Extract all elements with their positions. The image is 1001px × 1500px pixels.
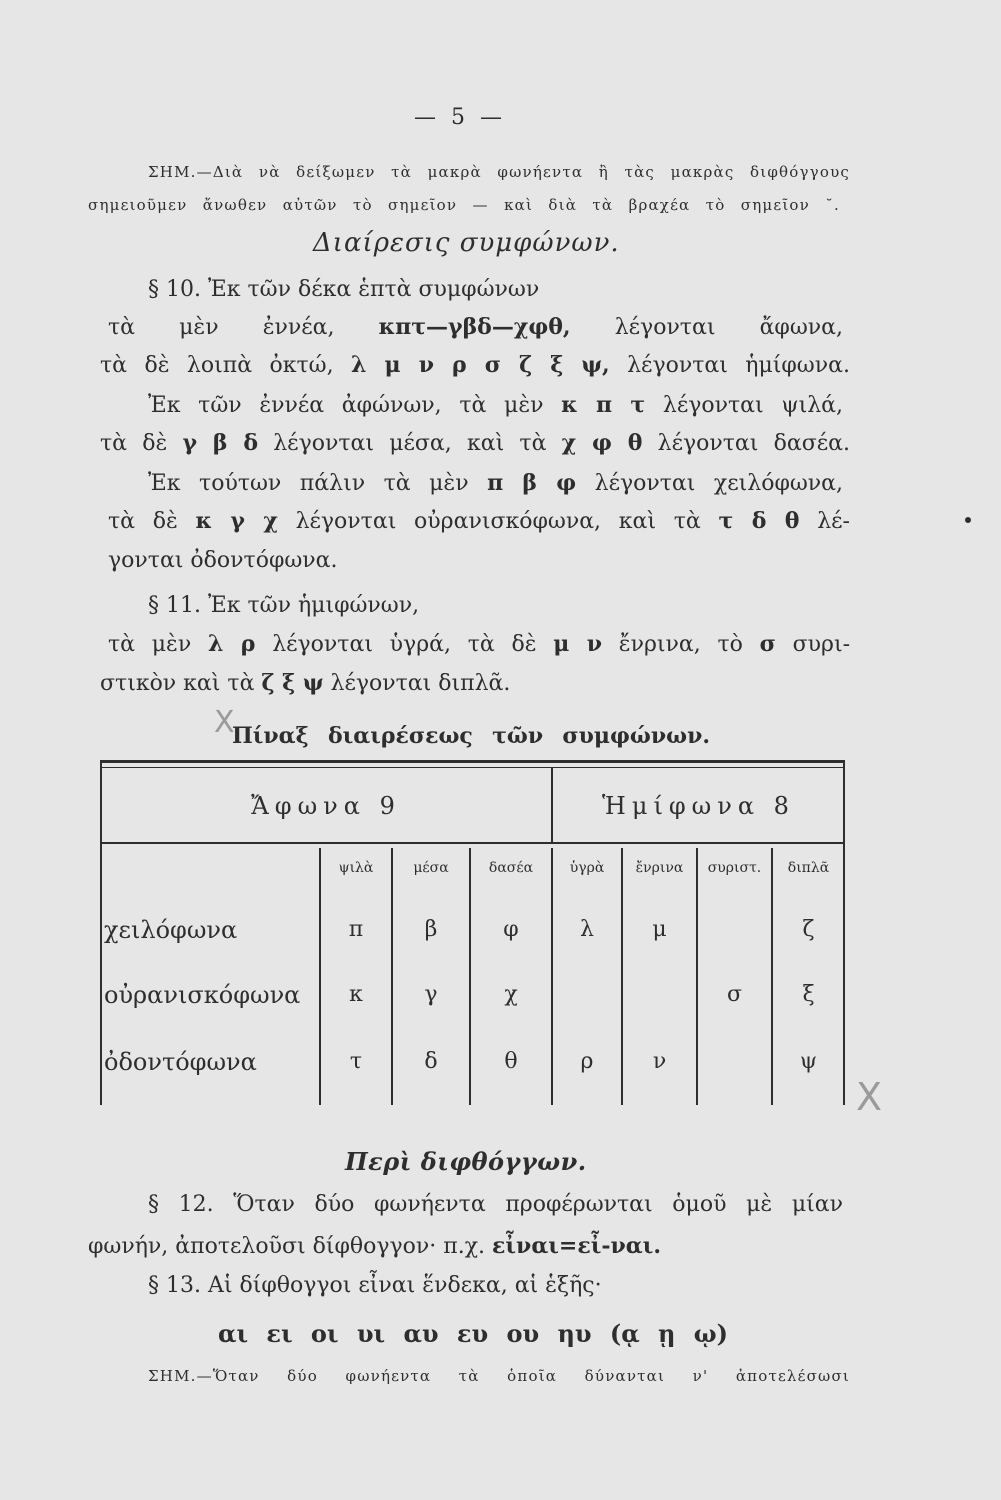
pencil-mark: X xyxy=(214,705,235,740)
text-segment: λέγονται οὐρανισκόφωνα, καὶ τὰ xyxy=(295,509,701,534)
sec11-line-3 xyxy=(100,668,510,698)
table-cell: γ xyxy=(424,982,438,1007)
table-cell: κ xyxy=(349,982,363,1007)
text-segment: λέ- xyxy=(817,509,850,534)
row-label: οὐρανισκόφωνα xyxy=(104,981,301,1009)
sec11-line-1: § 11. Ἐκ τῶν ἡμιφώνων, xyxy=(148,593,420,618)
table-cell: ρ xyxy=(580,1049,594,1074)
diphthong-list: αι ει οι υι αυ ευ ου ηυ (ᾳ ῃ ῳ) xyxy=(218,1319,728,1348)
sec10-line-3 xyxy=(100,350,850,380)
sec10-line-7 xyxy=(108,506,850,536)
table-cell: μ xyxy=(652,917,667,942)
sec12-line-1: § 12. Ὅταν δύο φωνήεντα προφέρωνται ὁμοῦ μὲ μίαν xyxy=(148,1192,843,1217)
bold-consonants: γ β δ xyxy=(182,430,259,456)
top-note-line-2: σημειοῦμεν ἄνωθεν αὐτῶν τὸ σημεῖον — καὶ διὰ τὰ βραχέα τὸ σημεῖον ˘. xyxy=(88,196,840,214)
table-cell: ζ xyxy=(802,917,815,942)
table-cell: ν xyxy=(652,1049,667,1074)
bold-consonants: π β φ xyxy=(487,470,577,496)
sec12-line-2 xyxy=(88,1231,661,1261)
text-segment: φωνήν, ἀποτελοῦσι δίφθογγον· π.χ. xyxy=(88,1234,486,1259)
sec10-line-8: γονται ὀδοντόφωνα. xyxy=(108,548,338,573)
sec10-line-4 xyxy=(148,390,843,420)
table-cell xyxy=(697,913,772,947)
text-segment: τὰ δὲ xyxy=(108,509,178,534)
text-segment: λέγονται ὑγρά, τὰ δὲ xyxy=(272,632,537,657)
sec10-line-6 xyxy=(148,468,843,498)
text-segment: λέγονται δασέα. xyxy=(657,431,850,456)
sec10-line-1: § 10. Ἐκ τῶν δέκα ἑπτὰ συμφώνων xyxy=(148,277,540,302)
heading-division-of-consonants: Διαίρεσις συμφώνων. xyxy=(313,228,620,258)
table-top-rule-thin xyxy=(100,767,845,768)
table-cell xyxy=(622,978,697,1012)
column-header: ἔνρινα xyxy=(635,860,684,876)
top-note-line-1: ΣΗΜ.—Διὰ νὰ δείξωμεν τὰ μακρὰ φωνήεντα ἢ τὰς μακρὰς διφθόγγους xyxy=(148,163,850,181)
text-segment: λέγονται ἄφωνα, xyxy=(614,315,844,340)
sec10-line-5 xyxy=(100,428,850,458)
sec11-line-2 xyxy=(108,629,850,659)
column-header: συριστ. xyxy=(707,860,762,876)
row-label: χειλόφωνα xyxy=(104,916,238,944)
table-cell: σ xyxy=(726,982,743,1007)
page-number: — 5 — xyxy=(414,105,506,130)
bold-consonants: κ γ χ xyxy=(195,508,278,534)
text-segment: λέγονται ἡμίφωνα. xyxy=(627,353,850,378)
text-segment: λέγονται χειλόφωνα, xyxy=(594,471,844,496)
group-header-aphona: Ἄφωνα 9 xyxy=(251,792,401,820)
sec13-line-1: § 13. Αἱ δίφθογγοι εἶναι ἕνδεκα, αἱ ἑξῆς· xyxy=(148,1273,602,1298)
text-segment: Ἐκ τῶν ἐννέα ἀφώνων, τὰ μὲν xyxy=(148,393,544,418)
table-cell: δ xyxy=(424,1049,438,1074)
text-segment: λέγονται διπλᾶ. xyxy=(330,671,511,696)
bottom-note: ΣΗΜ.—Ὅταν δύο φωνήεντα τὰ ὁποῖα δύνανται ν' ἀποτελέσωσι xyxy=(148,1367,850,1385)
bold-example: εἶναι=εἶ-ναι. xyxy=(492,1233,661,1259)
column-header: διπλᾶ xyxy=(787,860,830,876)
table-title: Πίναξ διαιρέσεως τῶν συμφώνων. xyxy=(232,723,710,749)
table-cell: χ xyxy=(504,982,518,1007)
table-cell: π xyxy=(348,917,364,942)
pencil-mark: X xyxy=(856,1075,883,1119)
text-segment: λέγονται μέσα, καὶ τὰ xyxy=(273,431,547,456)
table-cell: φ xyxy=(503,917,519,942)
column-header: δασέα xyxy=(488,860,534,876)
bold-consonants: κπτ—γβδ—χφθ, xyxy=(378,314,571,340)
bold-consonants: ζ ξ ψ xyxy=(261,670,324,696)
column-header: ὑγρὰ xyxy=(569,860,605,876)
bold-consonants: μ ν xyxy=(553,631,603,657)
header-rule xyxy=(100,842,845,844)
table-cell: ψ xyxy=(799,1049,818,1074)
column-header: ψιλὰ xyxy=(338,860,374,876)
table-cell: β xyxy=(424,917,438,942)
text-segment: στικὸν καὶ τὰ xyxy=(100,671,255,696)
bold-consonants: κ π τ xyxy=(561,392,646,418)
group-header-hemiphona: Ἡμίφωνα 8 xyxy=(602,792,795,820)
consonant-table xyxy=(100,760,845,1105)
bold-consonants: λ μ ν ρ σ ζ ξ ψ, xyxy=(351,352,610,378)
text-segment: συρι- xyxy=(792,632,851,657)
table-cell xyxy=(552,978,622,1012)
table-cell: τ xyxy=(349,1049,363,1074)
text-segment: λέγονται ψιλά, xyxy=(662,393,843,418)
sec10-line-2 xyxy=(108,312,843,342)
column-header: μέσα xyxy=(413,860,449,876)
text-segment: τὰ δὲ xyxy=(100,431,168,456)
bold-consonants: λ ρ xyxy=(207,631,256,657)
table-cell: θ xyxy=(504,1049,518,1074)
stray-ink-dot xyxy=(965,517,971,523)
table-cell: λ xyxy=(580,917,594,942)
row-label: ὀδοντόφωνα xyxy=(104,1048,257,1076)
text-segment: Ἐκ τούτων πάλιν τὰ μὲν xyxy=(148,471,469,496)
text-segment: τὰ δὲ λοιπὰ ὀκτώ, xyxy=(100,353,334,378)
bold-consonants: χ φ θ xyxy=(561,430,643,456)
text-segment: τὰ μὲν ἐννέα, xyxy=(108,315,335,340)
text-segment: τὰ μὲν xyxy=(108,632,192,657)
table-cell xyxy=(697,1045,772,1079)
text-segment: ἔνρινα, τὸ xyxy=(618,632,743,657)
heading-diphthongs: Περὶ διφθόγγων. xyxy=(345,1147,587,1176)
table-cell: ξ xyxy=(802,982,815,1007)
table-top-rule xyxy=(100,760,845,763)
bold-consonants: σ xyxy=(759,631,776,657)
bold-consonants: τ δ θ xyxy=(718,508,800,534)
